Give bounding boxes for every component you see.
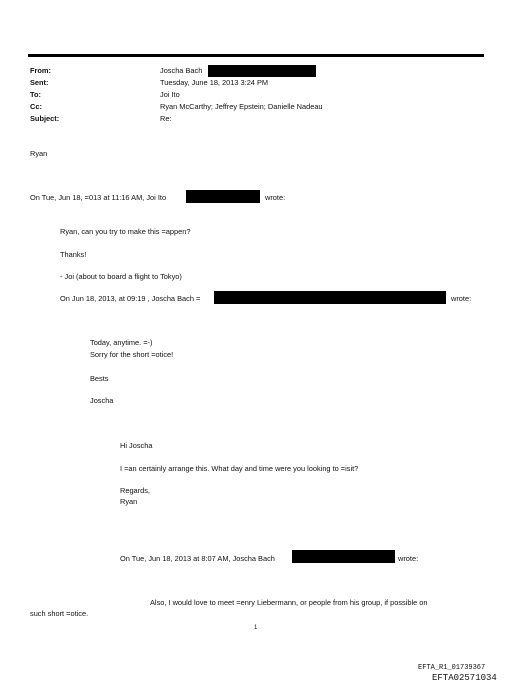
message-line: Ryan (120, 497, 138, 506)
quote-header-4-suffix: wrote: (398, 554, 419, 563)
message-line: Bests (90, 374, 109, 383)
to-value: Joi Ito (160, 90, 180, 99)
header-rule (28, 54, 484, 57)
quote-header-4: On Tue, Jun 18, 2013 at 8:07 AM, Joscha Bach (120, 554, 275, 563)
bates-number-2: EFTA02571034 (432, 673, 497, 683)
cc-label: Cc: (30, 102, 42, 111)
subject-value: Re: (160, 114, 172, 123)
from-label: From: (30, 66, 51, 75)
message-line: I =an certainly arrange this. What day and time were you looking to =isit? (120, 464, 359, 473)
message-line: Joscha (90, 396, 114, 405)
message-line: Regards, (120, 486, 150, 495)
redaction-box (292, 550, 395, 563)
redaction-box (214, 291, 446, 304)
sent-label: Sent: (30, 78, 49, 87)
page-number: 1 (254, 625, 258, 631)
message-line: Hi Joscha (120, 441, 153, 450)
message-line: Ryan, can you try to make this =appen? (60, 227, 191, 236)
message-line: Sorry for the short =otice! (90, 350, 174, 359)
greeting: Ryan (30, 149, 48, 158)
message-line: - Joi (about to board a flight to Tokyo) (60, 272, 182, 281)
sent-value: Tuesday, June 18, 2013 3:24 PM (160, 78, 269, 87)
bates-number-1: EFTA_R1_01739367 (418, 664, 486, 672)
quote-header-2: On Jun 18, 2013, at 09:19 , Joscha Bach = (60, 294, 201, 303)
message-line: Also, I would love to meet =enry Liebermann, or people from his group, if possible on (150, 598, 428, 607)
subject-label: Subject: (30, 114, 60, 123)
cc-value: Ryan McCarthy; Jeffrey Epstein; Danielle Nadeau (160, 102, 323, 111)
from-value: Joscha Bach (160, 66, 203, 75)
quote-header-1: On Tue, Jun 18, =013 at 11:16 AM, Joi Ito (30, 193, 167, 202)
to-label: To: (30, 90, 41, 99)
quote-header-1-suffix: wrote: (265, 193, 286, 202)
message-line: Thanks! (60, 250, 87, 259)
quote-header-2-suffix: wrote: (451, 294, 472, 303)
message-line: Today, anytime. =-) (90, 338, 153, 347)
redaction-box (208, 65, 316, 77)
redaction-box (186, 190, 260, 203)
message-line: such short =otice. (30, 609, 89, 618)
